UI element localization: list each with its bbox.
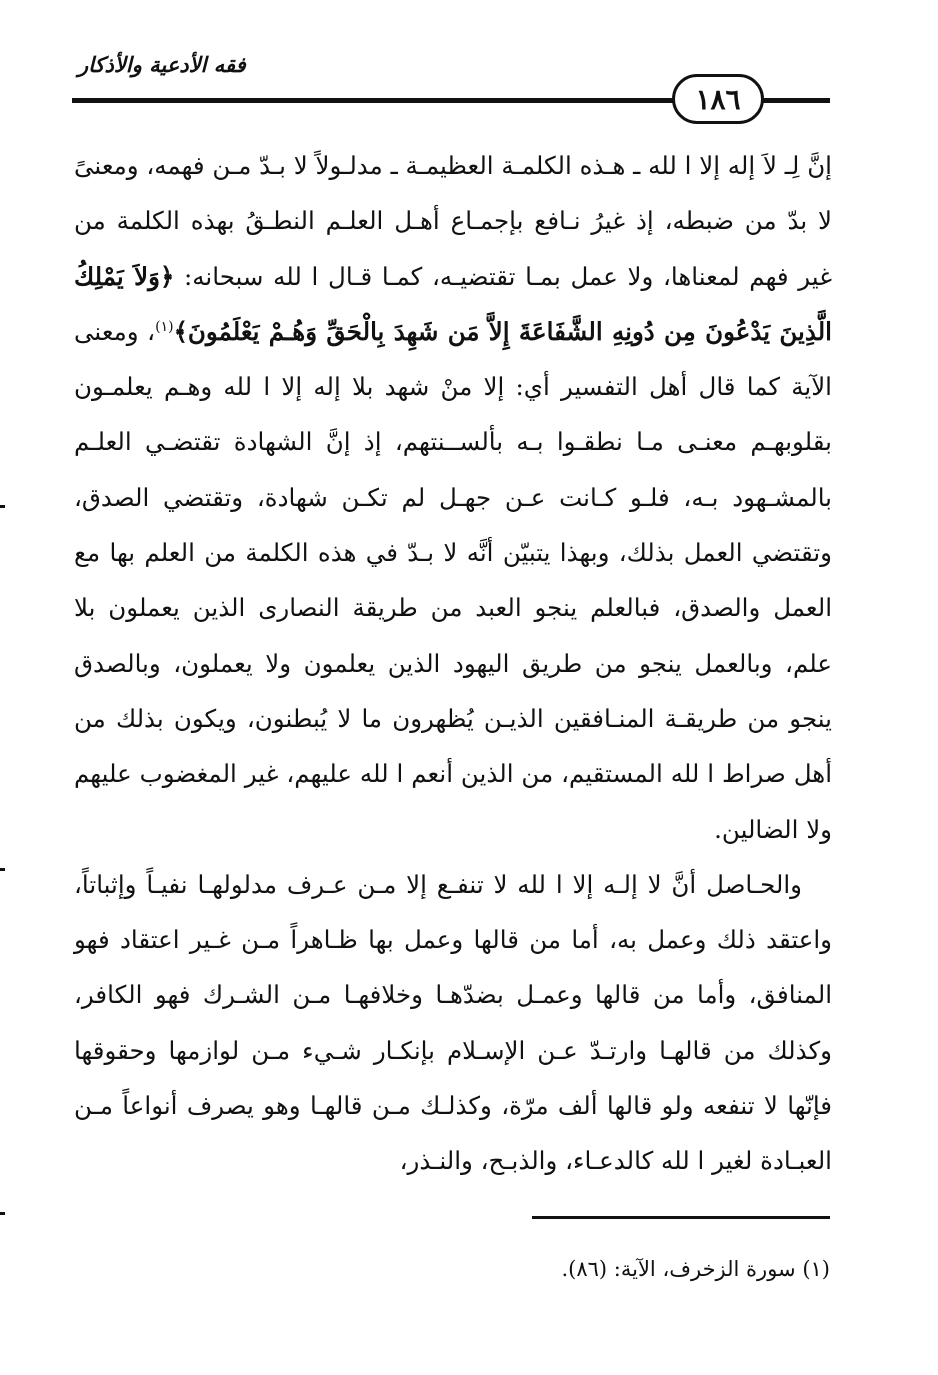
- page-number-badge: [672, 74, 764, 124]
- paragraph-1-intro: إنَّ لِـ لاَ إله إلا ا لله ـ هـذه الكلمـة العظيمـة ـ مدلـولاً لا بـدّ مـن فهمه، ومعنىً لا بدّ من ضبطه، إذ غيرُ نـافع بإجمـاع أهـل العلـم النطـقُ بهذه الكلمة من غير فهم لمعناها، ولا عمل بمـا تقتضيـه، كمـا قـال ا لله سبحانه:: [74, 151, 833, 291]
- footnote-separator: [532, 1216, 830, 1219]
- paragraph-1: [74, 138, 832, 857]
- margin-mark: [0, 1212, 5, 1215]
- running-header-title: فقه الأدعية والأذكار: [78, 52, 246, 77]
- paragraph-1-rest: ، ومعنى الآية كما قال أهل التفسير أي: إلا منْ شهد بلا إله إلا ا لله وهـم يعلمـون بقلوبهـم معنـى مـا نطقـوا بـه بألســنتهم، إذ إنَّ الشهادة تقتضـي العلـم بالمشـهود بـه، فلـو كـانت عـن جهـل لم تكـن شهادة، وتقتضي الصدق، وتقتضي العمل بذلك، وبهذا يتبيّن أنَّه لا بـدّ في هذه الكلمة من العلم بها مع العمل والصدق، فبالعلم ينجو العبد من طريقة النصارى الذين يعملون بلا علم، وبالعمل ينجو من طريق اليهود الذين يعلمون ولا يعملون، وبالصدق ينجو من طريقـة المنـافقين الذيـن يُظهرون ما لا يُبطنون، ويكون بذلك من أهل صراط ا لله المستقيم، من الذين أنعم ا لله عليهم، غير المغضوب عليهم ولا الضالين.: [74, 316, 832, 844]
- page-number: ١٨٦: [695, 82, 741, 116]
- footnote: (١) سورة الزخرف، الآية: (٨٦).: [561, 1257, 830, 1281]
- margin-mark: [0, 868, 5, 871]
- margin-mark: [0, 505, 5, 508]
- footnote-reference: (١): [155, 318, 174, 335]
- main-text: [74, 138, 832, 1189]
- paragraph-2: والحـاصل أنَّ لا إلـه إلا ا لله لا تنفـع إلا مـن عـرف مدلولهـا نفيـاً وإثباتاً، واعتقد ذلك وعمل به، أما من قالها وعمل بها ظـاهراً مـن غـير اعتقاد فهو المنافق، وأما من قالها وعمـل بضدّهـا وخلافهـا مـن الشـرك فهو الكافر، وكذلك من قالهـا وارتـدّ عـن الإسـلام بإنكـار شـيء مـن لوازمها وحقوقها فإنّها لا تنفعه ولو قالها ألف مرّة، وكذلـك مـن قالهـا وهو يصرف أنواعاً مـن العبـادة لغير ا لله كالدعـاء، والذبـح، والنـذر،: [74, 869, 832, 1176]
- quran-verse: ﴿وَلاَ يَمْلِكُ الَّذِينَ يَدْعُونَ مِن دُونِهِ الشَّفَاعَةَ إِلاَّ مَن شَهِدَ بِالْحَقِّ وَهُـمْ يَعْلَمُونَ﴾: [74, 261, 832, 346]
